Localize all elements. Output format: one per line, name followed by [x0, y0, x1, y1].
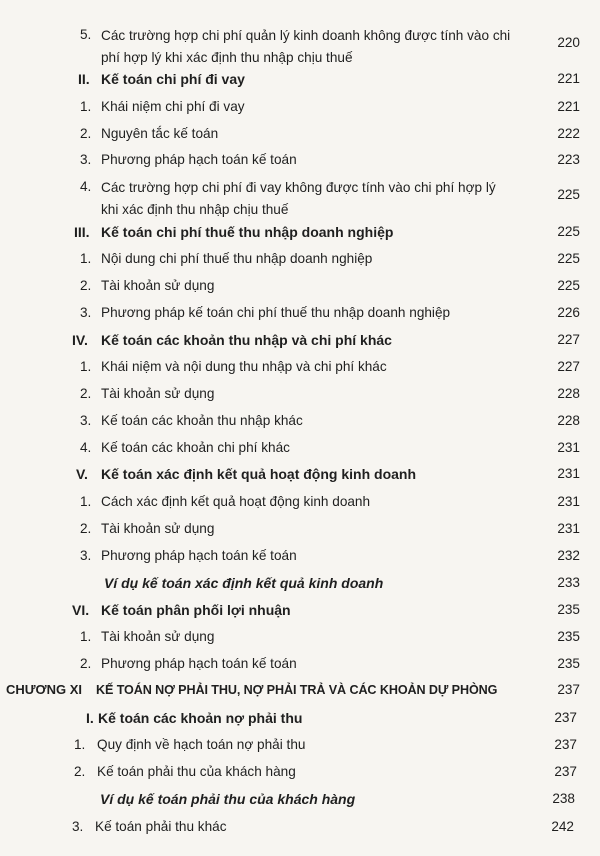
entry-page: 242 — [551, 819, 574, 834]
entry-number: 1. — [80, 251, 92, 266]
section-title: Kế toán chi phí thuế thu nhập doanh nghiệp — [101, 224, 394, 240]
entry-page: 225 — [557, 251, 580, 266]
entry-page: 233 — [557, 575, 580, 590]
chapter-label: CHƯƠNG XI — [6, 682, 83, 697]
entry-page: 237 — [554, 764, 577, 779]
entry-number: 3. — [80, 413, 92, 428]
entry-number: 4. — [80, 440, 92, 455]
entry-number: 3. — [80, 548, 92, 563]
entry-number: 5. — [80, 27, 92, 42]
entry-title: Kế toán phải thu khác — [95, 819, 227, 834]
section-number: II. — [78, 71, 90, 87]
section-number: I. — [86, 710, 94, 726]
entry-page: 232 — [557, 548, 580, 563]
entry-title: Tài khoản sử dụng — [101, 521, 215, 536]
section-title: Kế toán các khoản nợ phải thu — [98, 710, 303, 726]
entry-number: 3. — [80, 152, 92, 167]
entry-page: 231 — [557, 440, 580, 455]
entry-number: 2. — [80, 278, 92, 293]
entry-page: 220 — [557, 35, 580, 50]
section-number: VI. — [72, 602, 90, 618]
entry-page: 225 — [557, 187, 580, 202]
entry-page: 221 — [557, 99, 580, 114]
entry-title: Tài khoản sử dụng — [101, 278, 215, 293]
entry-page: 228 — [557, 413, 580, 428]
entry-page: 226 — [557, 305, 580, 320]
entry-page: 235 — [557, 629, 580, 644]
entry-page: 237 — [554, 737, 577, 752]
entry-number: 2. — [80, 656, 92, 671]
entry-title: Nguyên tắc kế toán — [101, 126, 219, 141]
entry-page: 235 — [557, 602, 580, 617]
entry-page: 225 — [557, 224, 580, 239]
chapter-title: KẾ TOÁN NỢ PHẢI THU, NỢ PHẢI TRẢ VÀ CÁC KHOẢN DỰ PHÒNG — [96, 683, 498, 697]
entry-page: 237 — [554, 710, 577, 725]
entry-number: 1. — [80, 494, 92, 509]
section-number: IV. — [72, 332, 88, 348]
entry-title-line2: khi xác định thu nhập chịu thuế — [101, 202, 289, 217]
entry-title-line1: Các trường hợp chi phí quản lý kinh doanh không được tính vào chi — [101, 28, 511, 43]
entry-number: 4. — [80, 179, 92, 194]
section-title: Kế toán các khoản thu nhập và chi phí khác — [101, 332, 392, 348]
entry-page: 227 — [557, 359, 580, 374]
entry-page: 227 — [557, 332, 580, 347]
section-number: III. — [74, 224, 90, 240]
entry-title: Tài khoản sử dụng — [101, 386, 215, 401]
entry-number: 1. — [80, 629, 92, 644]
entry-number: 2. — [80, 521, 92, 536]
entry-title: Phương pháp hạch toán kế toán — [101, 656, 297, 671]
entry-number: 1. — [74, 737, 86, 752]
section-title: Kế toán phân phối lợi nhuận — [101, 602, 291, 618]
entry-page: 238 — [552, 791, 575, 806]
entry-number: 3. — [72, 819, 84, 834]
entry-page: 231 — [557, 466, 580, 481]
entry-title: Phương pháp kế toán chi phí thuế thu nhập doanh nghiệp — [101, 305, 451, 320]
entry-title: Nội dung chi phí thuế thu nhập doanh nghiệp — [101, 251, 373, 266]
entry-number: 1. — [80, 99, 92, 114]
example-title: Ví dụ kế toán phải thu của khách hàng — [100, 791, 356, 807]
entry-page: 228 — [557, 386, 580, 401]
example-title: Ví dụ kế toán xác định kết quả kinh doanh — [104, 575, 384, 591]
entry-title: Phương pháp hạch toán kế toán — [101, 548, 297, 563]
entry-title: Tài khoản sử dụng — [101, 629, 215, 644]
entry-title: Khái niệm và nội dung thu nhập và chi phí khác — [101, 359, 387, 374]
entry-number: 1. — [80, 359, 92, 374]
entry-title: Kế toán các khoản chi phí khác — [101, 440, 290, 455]
section-title: Kế toán xác định kết quả hoạt động kinh doanh — [101, 466, 417, 482]
entry-page: 221 — [557, 71, 580, 86]
entry-number: 2. — [80, 386, 92, 401]
entry-title-line2: phí hợp lý khi xác định thu nhập chịu thuế — [101, 50, 353, 65]
entry-title-line1: Các trường hợp chi phí đi vay không được tính vào chi phí hợp lý — [101, 180, 496, 195]
entry-title: Phương pháp hạch toán kế toán — [101, 152, 297, 167]
entry-page: 231 — [557, 521, 580, 536]
entry-title: Quy định về hạch toán nợ phải thu — [97, 737, 306, 752]
entry-page: 222 — [557, 126, 580, 141]
section-number: V. — [76, 466, 88, 482]
entry-title: Kế toán các khoản thu nhập khác — [101, 413, 303, 428]
toc-entry — [0, 177, 600, 221]
entry-title: Khái niệm chi phí đi vay — [101, 99, 245, 114]
toc-entry — [0, 25, 600, 69]
entry-page: 223 — [557, 152, 580, 167]
entry-number: 2. — [80, 126, 92, 141]
entry-title: Kế toán phải thu của khách hàng — [97, 764, 296, 779]
entry-number: 2. — [74, 764, 86, 779]
entry-title: Cách xác định kết quả hoạt động kinh doanh — [101, 494, 371, 509]
entry-page: 237 — [557, 682, 580, 697]
entry-number: 3. — [80, 305, 92, 320]
section-title: Kế toán chi phí đi vay — [101, 71, 245, 87]
entry-page: 225 — [557, 278, 580, 293]
entry-page: 235 — [557, 656, 580, 671]
entry-page: 231 — [557, 494, 580, 509]
